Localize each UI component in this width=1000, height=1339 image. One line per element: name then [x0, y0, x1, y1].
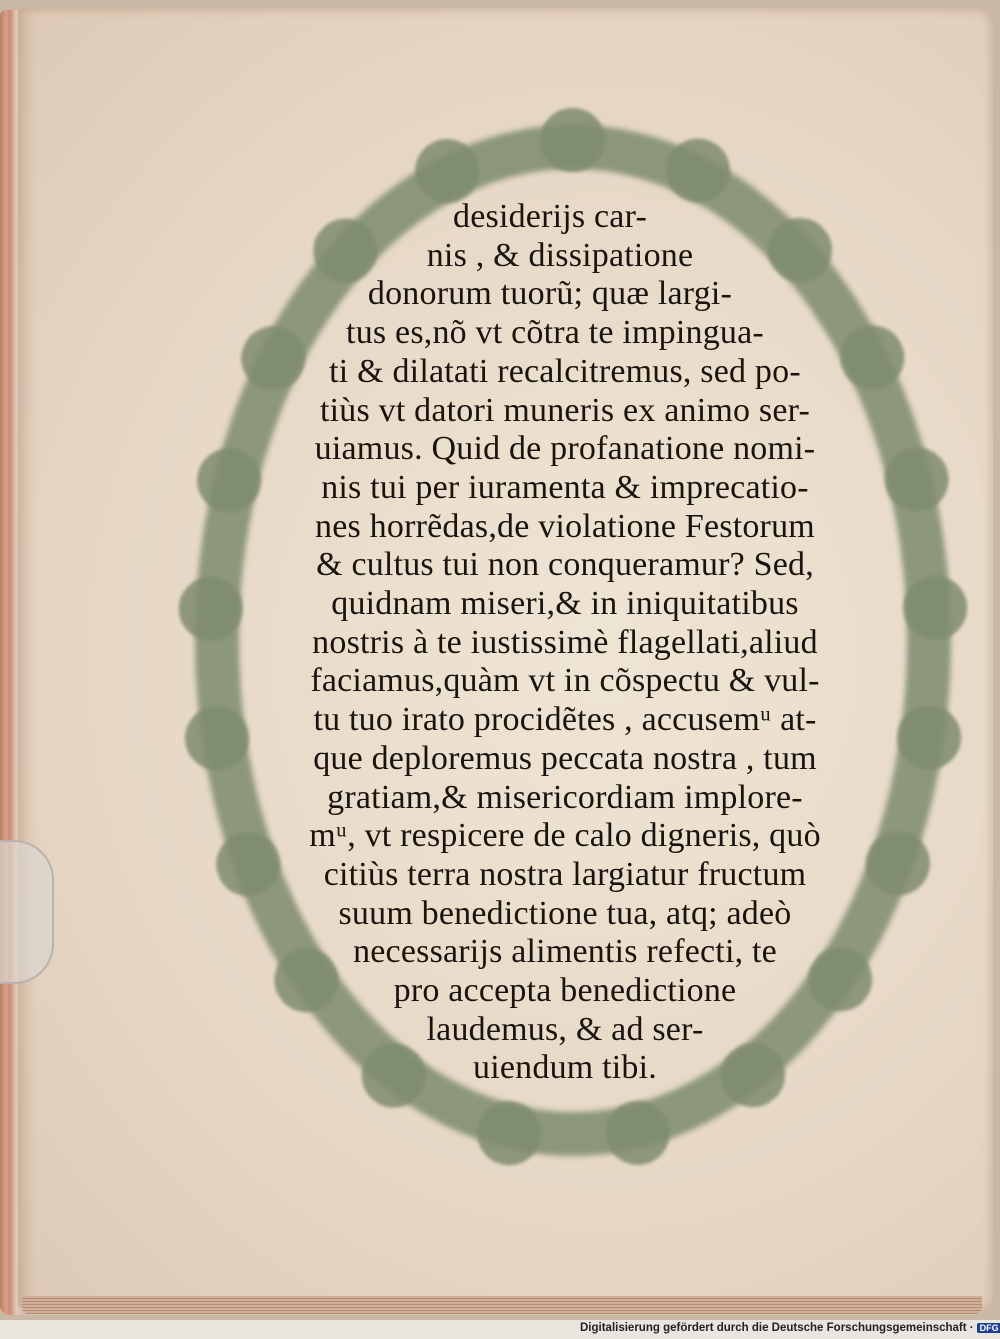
text-line: gratiam,& misericordiam implore-: [327, 778, 803, 816]
text-line: faciamus,quàm vt in cõspectu & vul-: [310, 662, 820, 700]
text-line: nis tui per iuramenta & imprecatio-: [321, 468, 809, 506]
text-line: que deploremus peccata nostra , tum: [313, 739, 817, 777]
text-line: citiùs terra nostra largiatur fructum: [323, 855, 807, 893]
bookmark-tab: [0, 840, 54, 984]
text-line: quidnam miseri,& in iniquitatibus: [331, 585, 799, 623]
text-line: desiderijs car-: [453, 198, 647, 235]
text-line: mᵘ, vt respicere de calo digneris, quò: [309, 817, 821, 855]
latin-text-block: [250, 198, 880, 1088]
text-line: tus es,nõ vt cõtra te impingua-: [346, 314, 764, 352]
text-line: & cultus tui non conqueramur? Sed,: [316, 546, 814, 584]
text-line: pro accepta benedictione: [393, 972, 737, 1010]
text-line: nis , & dissipatione: [426, 236, 694, 274]
text-line: ti & dilatati recalcitremus, sed po-: [329, 352, 801, 390]
text-line: tiùs vt datori muneris ex animo ser-: [320, 391, 810, 429]
text-line: uiamus. Quid de profanatione nomi-: [314, 430, 816, 468]
text-line: donorum tuorũ; quæ largi-: [367, 275, 733, 313]
text-line: nes horrẽdas,de violatione Festorum: [315, 507, 815, 545]
text-line: uiendum tibi.: [473, 1049, 657, 1087]
digitization-credit: [580, 1322, 998, 1338]
text-line: tu tuo irato procidẽtes , accusemᵘ at-: [313, 701, 817, 739]
text-line: necessarijs alimentis refecti, te: [353, 933, 777, 971]
dfg-logo-icon: DFG: [977, 1323, 1000, 1333]
text-line: laudemus, & ad ser-: [426, 1010, 704, 1048]
text-line: suum benedictione tua, atq; adeò: [338, 894, 792, 932]
page-stack-edge: [22, 1296, 982, 1314]
text-line: nostris à te iustissimè flagellati,aliud: [312, 623, 818, 661]
credit-text: Digitalisierung gefördert durch die Deutsche Forschungsgemeinschaft ·: [580, 1322, 974, 1334]
